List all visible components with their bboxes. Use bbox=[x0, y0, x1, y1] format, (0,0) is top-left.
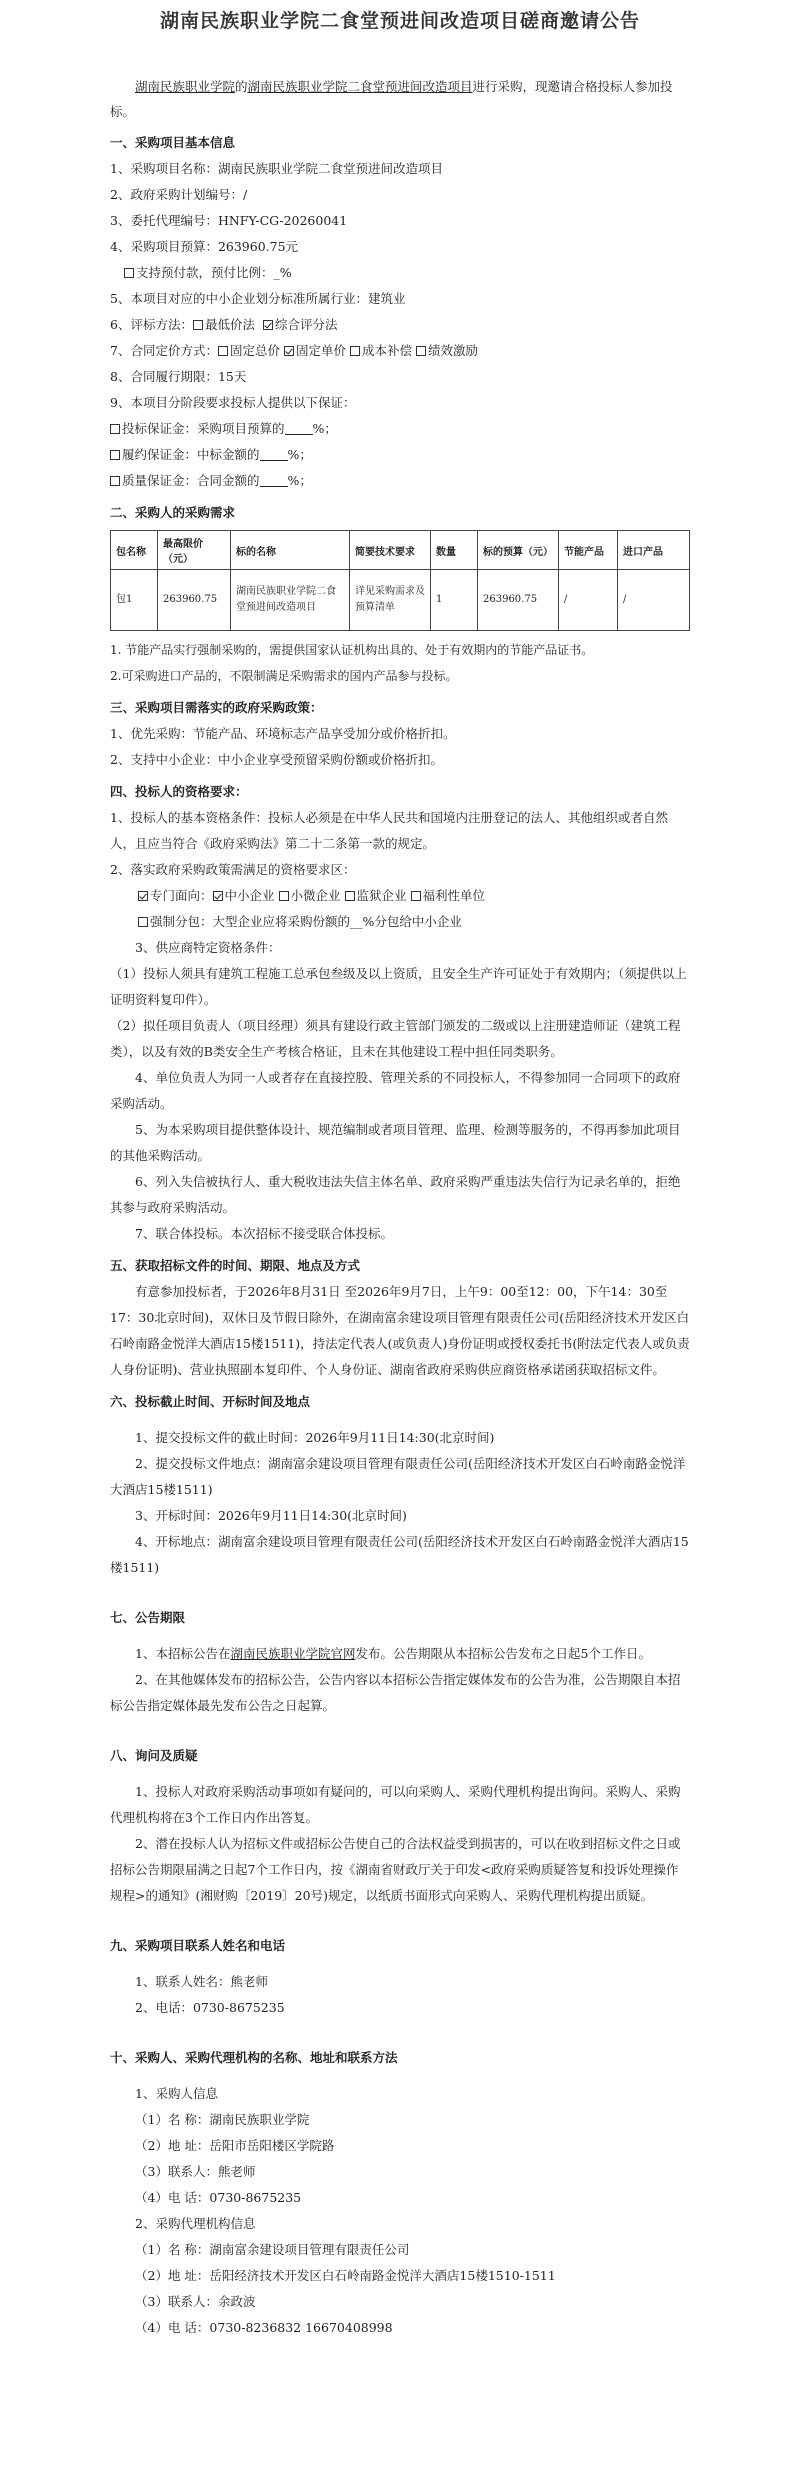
s8-item-1: 1、投标人对政府采购活动事项如有疑问的，可以向采购人、采购代理机构提出询问。采购人、采购代理机构将在3个工作日内作出答复。 bbox=[110, 1784, 681, 1825]
table-cell: 湖南民族职业学院二食堂预进间改造项目 bbox=[231, 570, 350, 631]
s1-item-5: 5、本项目对应的中小企业划分标准所属行业：建筑业 bbox=[110, 291, 406, 306]
welfare-label: 福利性单位 bbox=[422, 888, 486, 903]
section-1-heading: 一、采购项目基本信息 bbox=[110, 135, 236, 150]
s9-item-2: 2、电话：0730-8675235 bbox=[135, 2000, 285, 2015]
s1-item-6 bbox=[110, 312, 690, 338]
s7-item-1-suffix: 发布。公告期限从本招标公告发布之日起5个工作日。 bbox=[355, 1646, 651, 1661]
s7-item-2: 2、在其他媒体发布的招标公告，公告内容以本招标公告指定媒体发布的公告为准，公告期限自本招标公告指定媒体最先发布公告之日起算。 bbox=[110, 1672, 681, 1713]
table-header-cell: 数量 bbox=[431, 531, 478, 570]
s6-item-1: 1、提交投标文件的截止时间：2026年9月11日14:30(北京时间) bbox=[135, 1430, 495, 1445]
s1-item-8: 8、合同履行期限：15天 bbox=[110, 369, 247, 384]
bid-guarantee-label: 投标保证金：采购项目预算的 bbox=[122, 421, 285, 436]
s1-item-2: 2、政府采购计划编号：/ bbox=[110, 187, 248, 202]
fixed-total-checkbox bbox=[218, 346, 228, 356]
s2-note-1: 1. 节能产品实行强制采购的，需提供国家认证机构出具的、处于有效期内的节能产品证书。 bbox=[110, 643, 594, 657]
performance-guarantee-pct: %； bbox=[287, 447, 312, 462]
table-cell: 包1 bbox=[111, 570, 158, 631]
s8-item-2: 2、潜在投标人认为招标文件或招标公告使自己的合法权益受到损害的，可以在收到招标文件之日或招标公告期限届满之日起7个工作日内，按《湖南省财政厅关于印发<政府采购质疑答复和投诉处理操作规程>的通知》(湘财购〔2019〕20号)规定，以纸质书面形式向采购人、采购代理机构提出质疑。 bbox=[110, 1836, 681, 1903]
spacer bbox=[110, 1909, 690, 1927]
agency-address: （2）地 址：岳阳经济技术开发区白石岭南路金悦洋大酒店15楼1510-1511 bbox=[135, 2268, 556, 2283]
section-2-heading: 二、采购人的采购需求 bbox=[110, 505, 236, 520]
micro-label: 小微企业 bbox=[290, 888, 341, 903]
spacer bbox=[110, 2021, 690, 2039]
pricing-method-label: 7、合同定价方式： bbox=[110, 343, 218, 358]
intro-purchaser: 湖南民族职业学院 bbox=[135, 79, 236, 94]
performance-guarantee-checkbox bbox=[110, 450, 120, 460]
sme-checkbox bbox=[213, 891, 223, 901]
quality-guarantee-pct: %； bbox=[287, 473, 312, 488]
section-3-heading: 三、采购项目需落实的政府采购政策： bbox=[110, 700, 323, 715]
s7-item-1-prefix: 1、本招标公告在 bbox=[135, 1646, 231, 1661]
spacer bbox=[110, 1959, 690, 1969]
spacer bbox=[110, 2071, 690, 2081]
purchaser-contact: （3）联系人：熊老师 bbox=[135, 2164, 256, 2179]
fixed-unit-checkbox bbox=[284, 346, 294, 356]
section-9-heading: 九、采购项目联系人姓名和电话 bbox=[110, 1938, 286, 1953]
agency-name: （1）名 称：湖南富余建设项目管理有限责任公司 bbox=[135, 2242, 410, 2257]
table-header-row bbox=[111, 531, 690, 570]
intro-project: 湖南民族职业学院二食堂预进间改造项目 bbox=[247, 79, 473, 94]
section-10-heading: 十、采购人、采购代理机构的名称、地址和联系方法 bbox=[110, 2050, 398, 2065]
comprehensive-score-label: 综合评分法 bbox=[274, 317, 338, 332]
quality-guarantee-blank bbox=[260, 474, 288, 487]
prepay-label: 支持预付款，预付比例：_% bbox=[136, 265, 292, 280]
micro-checkbox bbox=[279, 891, 289, 901]
table-cell: 1 bbox=[431, 570, 478, 631]
s7-item-1 bbox=[110, 1641, 690, 1667]
performance-guarantee bbox=[110, 442, 690, 468]
section-7-heading: 七、公告期限 bbox=[110, 1610, 186, 1625]
prepay-checkbox bbox=[124, 268, 134, 278]
s9-item-1: 1、联系人姓名：熊老师 bbox=[135, 1974, 268, 1989]
s4-item-6: 6、列入失信被执行人、重大税收违法失信主体名单、政府采购严重违法失信行为记录名单的，拒绝其参与政府采购活动。 bbox=[110, 1174, 681, 1215]
spacer bbox=[110, 1581, 690, 1599]
purchaser-info-heading: 1、采购人信息 bbox=[135, 2086, 218, 2101]
s4-item-2: 2、落实政府采购政策需满足的资格要求区： bbox=[110, 862, 356, 877]
intro-rest: 进行采购，现邀请合格投标人参加投标。 bbox=[110, 79, 673, 119]
s4-item-7: 7、联合体投标。本次招标不接受联合体投标。 bbox=[135, 1226, 393, 1241]
table-row bbox=[111, 570, 690, 631]
s6-item-3: 3、开标时间：2026年9月11日14:30(北京时间) bbox=[135, 1508, 407, 1523]
bid-guarantee-checkbox bbox=[110, 424, 120, 434]
table-cell: 263960.75 bbox=[158, 570, 231, 631]
lowest-price-label: 最低价法 bbox=[204, 317, 255, 332]
s4-item-1: 1、投标人的基本资格条件：投标人必须是在中华人民共和国境内注册登记的法人、其他组织或者自然人，且应当符合《政府采购法》第二十二条第一款的规定。 bbox=[110, 810, 668, 851]
s4-item-4: 4、单位负责人为同一人或者存在直接控股、管理关系的不同投标人，不得参加同一合同项下的政府采购活动。 bbox=[110, 1070, 681, 1111]
s1-item-7 bbox=[110, 338, 690, 364]
welfare-checkbox bbox=[411, 891, 421, 901]
quality-guarantee bbox=[110, 468, 690, 494]
s4-subcontract bbox=[110, 909, 690, 935]
table-cell: / bbox=[559, 570, 618, 631]
prison-label: 监狱企业 bbox=[356, 888, 407, 903]
s2-note-2: 2.可采购进口产品的，不限制满足采购需求的国内产品参与投标。 bbox=[110, 669, 458, 683]
s6-item-2: 2、提交投标文件地点：湖南富余建设项目管理有限责任公司(岳阳经济技术开发区白石岭南路金悦洋大酒店15楼1511) bbox=[110, 1456, 686, 1497]
section-5-heading: 五、获取招标文件的时间、期限、地点及方式 bbox=[110, 1258, 361, 1273]
prison-checkbox bbox=[345, 891, 355, 901]
s3-item-2: 2、支持中小企业：中小企业享受预留采购份额或价格折扣。 bbox=[110, 752, 443, 767]
cost-compensation-checkbox bbox=[350, 346, 360, 356]
s1-item-9: 9、本项目分阶段要求投标人提供以下保证： bbox=[110, 395, 356, 410]
subcontract-label: 强制分包：大型企业应将采购份额的__%分包给中小企业 bbox=[150, 914, 462, 929]
s1-item-1: 1、采购项目名称：湖南民族职业学院二食堂预进间改造项目 bbox=[110, 161, 443, 176]
table-header-cell: 节能产品 bbox=[559, 531, 618, 570]
quality-guarantee-checkbox bbox=[110, 476, 120, 486]
table-header-cell: 包名称 bbox=[111, 531, 158, 570]
s6-item-4: 4、开标地点：湖南富余建设项目管理有限责任公司(岳阳经济技术开发区白石岭南路金悦洋大酒店15楼1511) bbox=[110, 1534, 689, 1575]
quality-guarantee-label: 质量保证金：合同金额的 bbox=[122, 473, 260, 488]
bid-guarantee-blank bbox=[285, 422, 313, 435]
performance-guarantee-blank bbox=[260, 448, 288, 461]
requirements-table bbox=[110, 530, 690, 631]
table-cell: 详见采购需求及预算清单 bbox=[350, 570, 431, 631]
dedicated-label: 专门面向： bbox=[150, 888, 213, 903]
page-title: 湖南民族职业学院二食堂预进间改造项目磋商邀请公告 bbox=[159, 10, 640, 32]
spacer bbox=[110, 1769, 690, 1779]
s1-prepay bbox=[110, 260, 690, 286]
s1-item-3: 3、委托代理编号：HNFY-CG-20260041 bbox=[110, 213, 348, 228]
cost-compensation-label: 成本补偿 bbox=[361, 343, 412, 358]
bid-guarantee-pct: %； bbox=[312, 421, 337, 436]
purchaser-address: （2）地 址：岳阳市岳阳楼区学院路 bbox=[135, 2138, 335, 2153]
intro-mid: 的 bbox=[235, 79, 248, 94]
dedicated-checkbox bbox=[138, 891, 148, 901]
comprehensive-score-checkbox bbox=[263, 320, 273, 330]
table-header-cell: 标的预算（元） bbox=[478, 531, 559, 570]
s4-item-3b: （2）拟任项目负责人（项目经理）须具有建设行政主管部门颁发的二级或以上注册建造师证（建筑工程类），以及有效的B类安全生产考核合格证，且未在其他建设工程中担任同类职务。 bbox=[110, 1018, 681, 1059]
lowest-price-checkbox bbox=[193, 320, 203, 330]
official-website-link[interactable]: 湖南民族职业学院官网 bbox=[230, 1646, 356, 1661]
purchaser-name: （1）名 称：湖南民族职业学院 bbox=[135, 2112, 310, 2127]
agency-info-heading: 2、采购代理机构信息 bbox=[135, 2216, 256, 2231]
fixed-total-label: 固定总价 bbox=[229, 343, 280, 358]
subcontract-checkbox bbox=[138, 917, 148, 927]
spacer bbox=[110, 1719, 690, 1737]
performance-incentive-label: 绩效激励 bbox=[427, 343, 478, 358]
s3-item-1: 1、优先采购：节能产品、环境标志产品享受加分或价格折扣。 bbox=[110, 726, 456, 741]
table-header-cell: 标的名称 bbox=[231, 531, 350, 570]
performance-incentive-checkbox bbox=[416, 346, 426, 356]
eval-method-label: 6、评标方法： bbox=[110, 317, 193, 332]
s4-item-3: 3、供应商特定资格条件： bbox=[135, 940, 281, 955]
table-header-cell: 进口产品 bbox=[618, 531, 690, 570]
purchaser-phone: （4）电 话：0730-8675235 bbox=[135, 2190, 302, 2205]
fixed-unit-label: 固定单价 bbox=[295, 343, 346, 358]
agency-contact: （3）联系人：余政波 bbox=[135, 2294, 256, 2309]
section-8-heading: 八、询问及质疑 bbox=[110, 1748, 198, 1763]
section-6-heading: 六、投标截止时间、开标时间及地点 bbox=[110, 1394, 311, 1409]
table-cell: / bbox=[618, 570, 690, 631]
table-header-cell: 最高限价（元） bbox=[158, 531, 231, 570]
s4-item-3a: （1）投标人须具有建筑工程施工总承包叁级及以上资质，且安全生产许可证处于有效期内；（须提供以上证明资料复印件）。 bbox=[110, 966, 687, 1007]
s4-policy-options bbox=[110, 883, 690, 909]
bid-guarantee bbox=[110, 416, 690, 442]
performance-guarantee-label: 履约保证金：中标金额的 bbox=[122, 447, 260, 462]
table-cell: 263960.75 bbox=[478, 570, 559, 631]
intro-paragraph bbox=[110, 74, 690, 124]
s4-item-5: 5、为本采购项目提供整体设计、规范编制或者项目管理、监理、检测等服务的，不得再参加此项目的其他采购活动。 bbox=[110, 1122, 681, 1163]
spacer bbox=[110, 1631, 690, 1641]
sme-label: 中小企业 bbox=[224, 888, 275, 903]
table-header-cell: 简要技术要求 bbox=[350, 531, 431, 570]
s1-item-4: 4、采购项目预算：263960.75元 bbox=[110, 239, 299, 254]
s5-body: 有意参加投标者，于2026年8月31日 至2026年9月7日，上午9：00至12：00，下午14：30至17：30北京时间)，双休日及节假日除外，在湖南富余建设项目管理有限责任公司(岳阳经济技术开发区白石岭南路金悦洋大酒店15楼1511)，持法定代表人(或负责人)身份证明或授权委托书(附法定代表人或负责人身份证明)、营业执照副本复印件、个人身份证、湖南省政府采购供应商资格承诺函获取招标文件。 bbox=[110, 1284, 690, 1377]
agency-phone: （4）电 话：0730-8236832 16670408998 bbox=[135, 2320, 393, 2335]
spacer bbox=[110, 1415, 690, 1425]
section-4-heading: 四、投标人的资格要求： bbox=[110, 784, 248, 799]
